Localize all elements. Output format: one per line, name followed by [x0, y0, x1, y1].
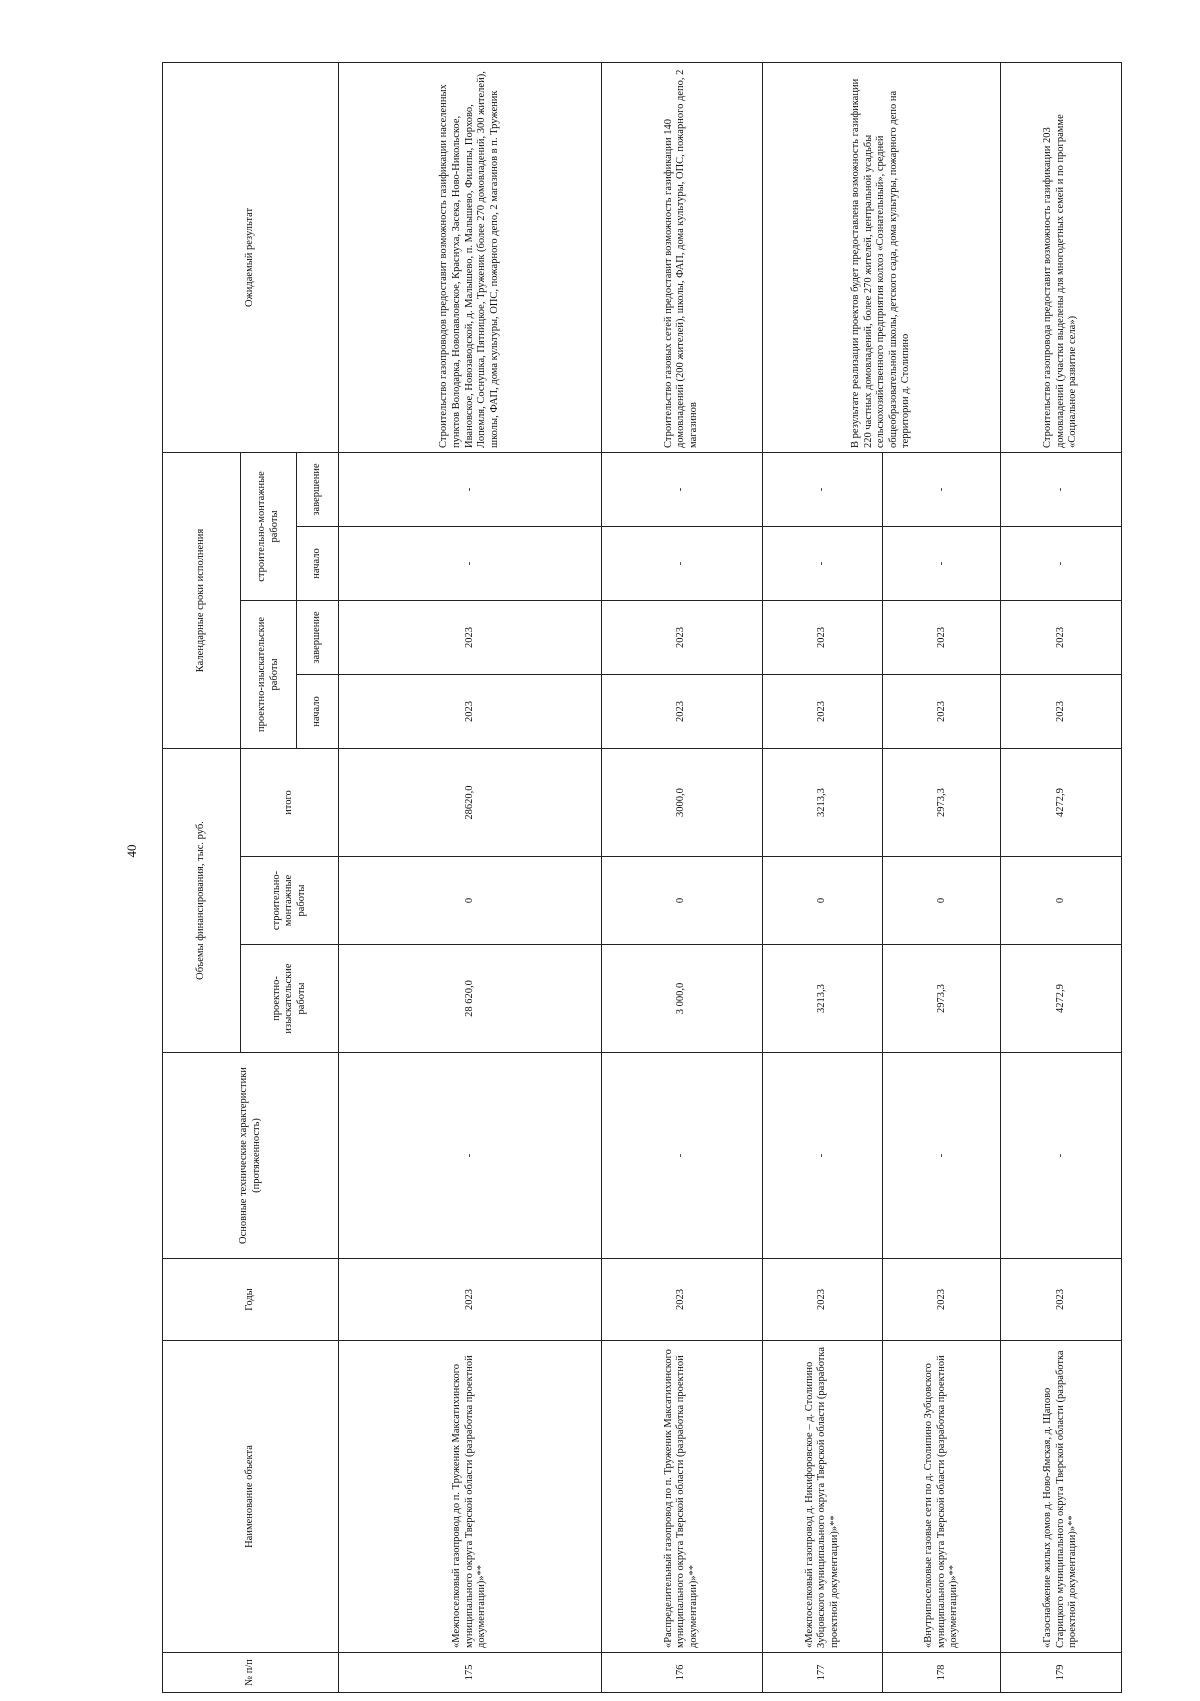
- header-years: Годы: [163, 1259, 339, 1341]
- years: 2023: [762, 1259, 883, 1341]
- header-schedule-construction: строительно-монтажные работы: [241, 452, 297, 600]
- construction-start: -: [883, 526, 1001, 600]
- header-schedule: Календарные сроки исполнения: [163, 452, 241, 748]
- header-technical-characteristics: Основные технические характеристики (протяженность): [163, 1053, 339, 1259]
- object-name: «Газоснабжение жилых домов д. Ново-Ямская, д. Щапово Старицкого муниципального округа Тверской области (разработка проектной документации)»**: [1001, 1341, 1122, 1653]
- expected-result: Строительство газовых сетей предоставит возможность газификации 140 домовладений (200 жителей), школы, ФАП, дома культуры, ОПС, пожарного депо, 2 магазинов: [601, 62, 762, 452]
- technical-characteristics: -: [1001, 1053, 1122, 1259]
- design-end: 2023: [339, 600, 602, 674]
- header-finance-total: итого: [241, 748, 339, 856]
- header-construction-start: начало: [297, 526, 339, 600]
- finance-design: 3 000,0: [601, 945, 762, 1053]
- header-financing: Объемы финансирования, тыс. руб.: [163, 748, 241, 1052]
- header-finance-construction: строительно-монтажные работы: [241, 857, 339, 945]
- header-design-start: начало: [297, 674, 339, 748]
- technical-characteristics: -: [762, 1053, 883, 1259]
- header-expected-result: Ожидаемый результат: [163, 62, 339, 452]
- row-number: 179: [1001, 1653, 1122, 1693]
- expected-result: Строительство газопровода предоставит возможность газификации 203 домовладений (участки выделены для многодетных семей и по программе «Социальное развитие села»): [1001, 62, 1122, 452]
- finance-total: 28620,0: [339, 748, 602, 856]
- years: 2023: [339, 1259, 602, 1341]
- finance-total: 3213,3: [762, 748, 883, 856]
- design-start: 2023: [339, 674, 602, 748]
- header-number: № п/п: [163, 1653, 339, 1693]
- finance-total: 3000,0: [601, 748, 762, 856]
- finance-total: 4272,9: [1001, 748, 1122, 856]
- construction-start: -: [601, 526, 762, 600]
- construction-start: -: [1001, 526, 1122, 600]
- years: 2023: [601, 1259, 762, 1341]
- object-name: «Межпоселковый газопровод до п. Труженик Максатихинского муниципального округа Тверской области (разработка проектной документации)»**: [339, 1341, 602, 1653]
- design-end: 2023: [1001, 600, 1122, 674]
- row-number: 177: [762, 1653, 883, 1693]
- header-finance-design: проектно-изыскательские работы: [241, 945, 339, 1053]
- design-start: 2023: [883, 674, 1001, 748]
- finance-construction: 0: [883, 857, 1001, 945]
- row-number: 178: [883, 1653, 1001, 1693]
- object-name: «Внутрипоселковые газовые сети по д. Столипино Зубцовского муниципального округа Тверской области (разработка проектной документации)»**: [883, 1341, 1001, 1653]
- finance-construction: 0: [339, 857, 602, 945]
- finance-design: 2973,3: [883, 945, 1001, 1053]
- object-name: «Межпоселковый газопровод д. Никифоровское – д. Столипино Зубцовского муниципального округа Тверской области (разработка проектной документации)»**: [762, 1341, 883, 1653]
- expected-result: В результате реализации проектов будет предоставлена возможность газификации 220 частных домовладений, более 270 жителей, центральной усадьбы сельскохозяйственного предприятия колхоз «Сознательный», средней общеобразовательной школы, детского сада, дома культуры, пожарного депо на территории д. Столипино: [762, 62, 1001, 452]
- technical-characteristics: -: [883, 1053, 1001, 1259]
- object-name: «Распределительный газопровод по п. Труженик Максатихинского муниципального округа Тверской области (разработка проектной документации)»**: [601, 1341, 762, 1653]
- table-row: [601, 62, 762, 1692]
- rotated-table-wrapper: [162, 63, 1122, 1693]
- years: 2023: [883, 1259, 1001, 1341]
- row-number: 175: [339, 1653, 602, 1693]
- design-end: 2023: [601, 600, 762, 674]
- construction-end: -: [339, 452, 602, 526]
- row-number: 176: [601, 1653, 762, 1693]
- design-start: 2023: [601, 674, 762, 748]
- construction-end: -: [601, 452, 762, 526]
- header-schedule-design: проектно-изыскательские работы: [241, 600, 297, 748]
- construction-start: -: [339, 526, 602, 600]
- design-end: 2023: [762, 600, 883, 674]
- table-row: [762, 62, 883, 1692]
- design-start: 2023: [1001, 674, 1122, 748]
- finance-design: 4272,9: [1001, 945, 1122, 1053]
- construction-end: -: [762, 452, 883, 526]
- page-number: 40: [124, 844, 139, 858]
- construction-start: -: [762, 526, 883, 600]
- years: 2023: [1001, 1259, 1122, 1341]
- table-row: [339, 62, 602, 1692]
- finance-construction: 0: [601, 857, 762, 945]
- technical-characteristics: -: [601, 1053, 762, 1259]
- construction-end: -: [883, 452, 1001, 526]
- expected-result: Строительство газопроводов предоставит возможность газификации населенных пунктов Володарка, Новопавловское, Краснуха, Засека, Ново-Никольское, Ивановское, Новозаводской, д. Малышево, п. Малышево, Филипы, Порхово, Лопемля, Соснушка, Пятницкое, Труженик (более 270 домовладений, 300 жителей), школы, ФАП, дома культуры, ОПС, пожарного депо, 2 магазинов в п. Труженик: [339, 62, 602, 452]
- design-end: 2023: [883, 600, 1001, 674]
- header-object-name: Наименование объекта: [163, 1341, 339, 1653]
- finance-construction: 0: [762, 857, 883, 945]
- design-start: 2023: [762, 674, 883, 748]
- finance-design: 3213,3: [762, 945, 883, 1053]
- finance-total: 2973,3: [883, 748, 1001, 856]
- finance-design: 28 620,0: [339, 945, 602, 1053]
- construction-end: -: [1001, 452, 1122, 526]
- header-design-end: завершение: [297, 600, 339, 674]
- finance-construction: 0: [1001, 857, 1122, 945]
- technical-characteristics: -: [339, 1053, 602, 1259]
- gasification-objects-table: [162, 62, 1122, 1693]
- header-construction-end: завершение: [297, 452, 339, 526]
- table-row: [1001, 62, 1122, 1692]
